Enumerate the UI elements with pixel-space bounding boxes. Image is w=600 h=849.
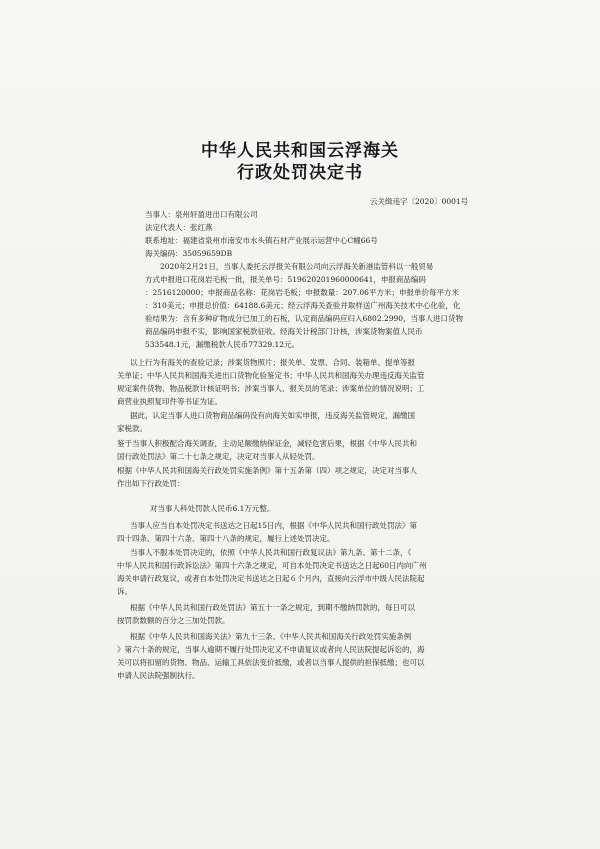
legal-representative-line: 法定代表人：张红燕: [145, 223, 213, 232]
evidence-line: 规定案件货物、物品税款计核证明书；涉案当事人、报关员的笔录；涉案单位的情况说明；工: [117, 384, 425, 393]
facts-line: 商品编码申报不实，影响国家税款征收。经海关计税部门计核，涉案货物案值人民币: [145, 327, 423, 336]
facts-line: 533548.1元，漏缴税款人民币77329.12元。: [145, 340, 300, 349]
conclusion-line: 据此，认定当事人进口货物商品编码没有向海关如实申报，违反海关监管规定，漏缴国: [130, 411, 415, 420]
document-number: 云关缉违字〔2020〕0001号: [370, 197, 469, 206]
deadline-line: 四十四条、第四十六条、第四十八条的规定，履行上述处罚决定。: [117, 534, 335, 543]
facts-line: ：310美元；申报总价值：64188.6美元；经云浮海关查验并取样送广州海关技术中心化验，化: [145, 301, 461, 310]
appeal-line: 中华人民共和国行政诉讼法》第四十六条之规定，可自本处罚决定书送达之日起60日内向广州: [117, 561, 427, 570]
enforcement-line: 根据《中华人民共和国海关法》第九十三条、《中华人民共和国海关行政处罚实施条例: [130, 632, 412, 641]
facts-line: 2020年2月21日，当事人委托云浮报关有限公司向云浮海关新港监管科以一般贸易: [160, 262, 434, 271]
late-fee-line: 根据《中华人民共和国行政处罚法》第五十一条之规定，到期不缴纳罚款的，每日可以: [130, 603, 415, 612]
penalty-line: 对当事人科处罚款人民币6.1万元整。: [150, 504, 275, 513]
appeal-line: 海关申请行政复议，或者自本处罚决定书送达之日起６个月内，直接向云浮市中级人民法院起: [117, 574, 425, 583]
evidence-line: 商营业执照复印件等书证为证。: [117, 397, 222, 406]
late-fee-line: 按罚款数额的百分之三加处罚款。: [117, 616, 230, 625]
document-title-line-2: 行政处罚决定书: [237, 163, 363, 183]
facts-line: ：2516120000；申报商品名称：花岗岩毛板；申报数量：207.06平方米；申报单价每平方米: [145, 288, 459, 297]
leniency-line: 鉴于当事人积极配合海关调查，主动足额缴纳保证金，减轻危害后果，根据《中华人民共和: [117, 439, 417, 448]
facts-line: 验结果为：含有多种矿物成分已加工的石板，认定商品编码应归入6802.2990，当事人进口货物: [145, 314, 464, 323]
evidence-line: 关单证；中华人民共和国海关进出口货物化验鉴定书；中华人民共和国海关办理违反海关监管: [117, 371, 425, 380]
appeal-line: 诉。: [117, 587, 132, 596]
conclusion-line: 家税款。: [117, 424, 147, 433]
document-title-line-1: 中华人民共和国云浮海关: [201, 141, 399, 161]
customs-code-line: 海关编码：35059659DB: [145, 249, 233, 258]
facts-line: 方式申报进口花岗岩毛板一批，报关单号：519620201960000641，申报商品编码: [145, 275, 426, 284]
deadline-line: 当事人应当自本处罚决定书送达之日起15日内，根据《中华人民共和国行政处罚法》第: [130, 521, 418, 530]
party-line: 当事人：泉州轩盈进出口有限公司: [145, 210, 258, 219]
appeal-line: 当事人不服本处罚决定的，依照《中华人民共和国行政复议法》第九条、第十二条，《: [130, 548, 412, 557]
leniency-line: 国行政处罚法》第二十七条之规定，决定对当事人从轻处罚。: [117, 452, 320, 461]
evidence-line: 以上行为有海关的查验记录；涉案货物照片；报关单、发票、合同、装箱单、提单等报: [130, 358, 415, 367]
enforcement-line: 关可以将扣留的货物、物品、运输工具依法变价抵缴，或者以当事人提供的担保抵缴；也可以: [117, 658, 425, 667]
legal-basis-line: 根据《中华人民共和国海关行政处罚实施条例》第十五条第（四）项之规定，决定对当事人: [117, 466, 417, 475]
enforcement-line: 申请人民法院强制执行。: [117, 671, 200, 680]
address-line: 联系地址：福建省泉州市南安市水头镇石材产业展示运营中心C幢66号: [145, 236, 378, 245]
enforcement-line: 》第六十条的规定，当事人逾期不履行处罚决定又不申请复议或者向人民法院提起诉讼的，海: [117, 645, 425, 654]
legal-basis-line: 作出如下行政处罚：: [117, 479, 185, 488]
